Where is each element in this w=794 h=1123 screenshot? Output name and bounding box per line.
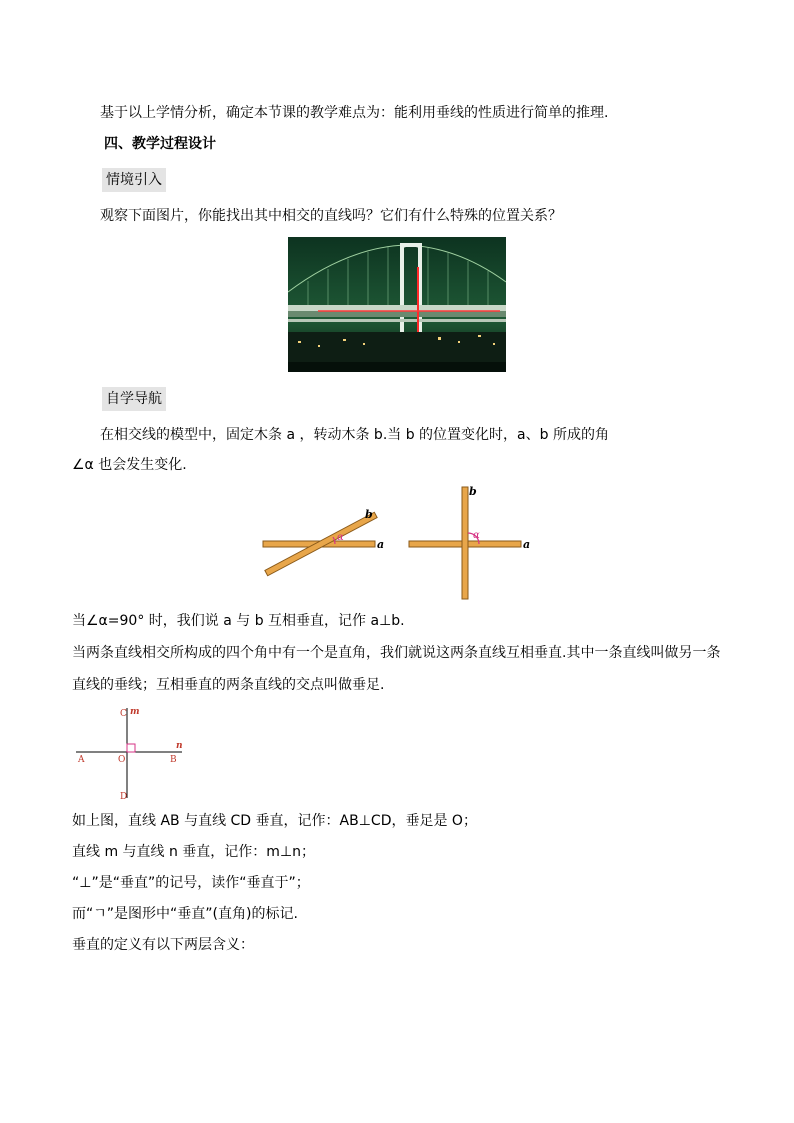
right-stick-b bbox=[462, 487, 468, 599]
point-d-label: D bbox=[120, 792, 128, 802]
point-b-label: B bbox=[170, 755, 177, 765]
perpendicular-axes-figure bbox=[70, 702, 210, 804]
label-self-study: 自学导航 bbox=[102, 387, 166, 411]
bridge-photo bbox=[288, 237, 506, 372]
line-m-label: m bbox=[130, 707, 140, 717]
label-situation-intro: 情境引入 bbox=[102, 168, 166, 192]
right-alpha-label: α bbox=[473, 530, 480, 541]
paragraph-two-meanings: 垂直的定义有以下两层含义： bbox=[72, 937, 254, 953]
paragraph-definition-line2: 直线的垂线；互相垂直的两条直线的交点叫做垂足. bbox=[72, 677, 385, 693]
paragraph-ab-cd: 如上图，直线 AB 与直线 CD 垂直，记作：AB⊥CD，垂足是 O； bbox=[72, 813, 477, 829]
right-angle-mark bbox=[127, 744, 135, 752]
paragraph-observe: 观察下面图片，你能找出其中相交的直线吗？它们有什么特殊的位置关系？ bbox=[100, 208, 562, 224]
left-a-label: a bbox=[377, 538, 385, 551]
section-heading: 四、教学过程设计 bbox=[104, 136, 216, 152]
line-n-label: n bbox=[176, 741, 183, 751]
paragraph-symbol: “⊥”是“垂直”的记号，读作“垂直于”； bbox=[72, 875, 310, 891]
point-c-label: C bbox=[120, 709, 127, 719]
paragraph-model-line1: 在相交线的模型中，固定木条 a ，转动木条 b.当 b 的位置变化时，a、b 所成的角 bbox=[100, 427, 609, 443]
sticks-figure bbox=[255, 485, 545, 605]
right-b-label: b bbox=[469, 485, 477, 498]
right-a-label: a bbox=[523, 538, 531, 551]
paragraph-m-n: 直线 m 与直线 n 垂直，记作：m⊥n； bbox=[72, 844, 316, 860]
paragraph-mark: 而“ㄱ”是图形中“垂直”(直角)的标记. bbox=[72, 906, 298, 922]
point-a-label: A bbox=[78, 755, 85, 765]
paragraph-perpendicular-notation: 当∠α=90° 时，我们说 a 与 b 互相垂直，记作 a⊥b. bbox=[72, 613, 405, 629]
paragraph-difficulty: 基于以上学情分析，确定本节课的教学难点为：能利用垂线的性质进行简单的推理. bbox=[100, 105, 609, 121]
bridge-photo-drawing bbox=[288, 237, 506, 372]
paragraph-model-line2: ∠α 也会发生变化. bbox=[72, 457, 187, 473]
paragraph-definition-line1: 当两条直线相交所构成的四个角中有一个是直角，我们就说这两条直线互相垂直.其中一条直线叫做另一条 bbox=[72, 645, 721, 661]
left-alpha-label: α bbox=[337, 532, 344, 543]
point-o-label: O bbox=[118, 755, 126, 765]
left-b-label: b bbox=[365, 508, 373, 521]
